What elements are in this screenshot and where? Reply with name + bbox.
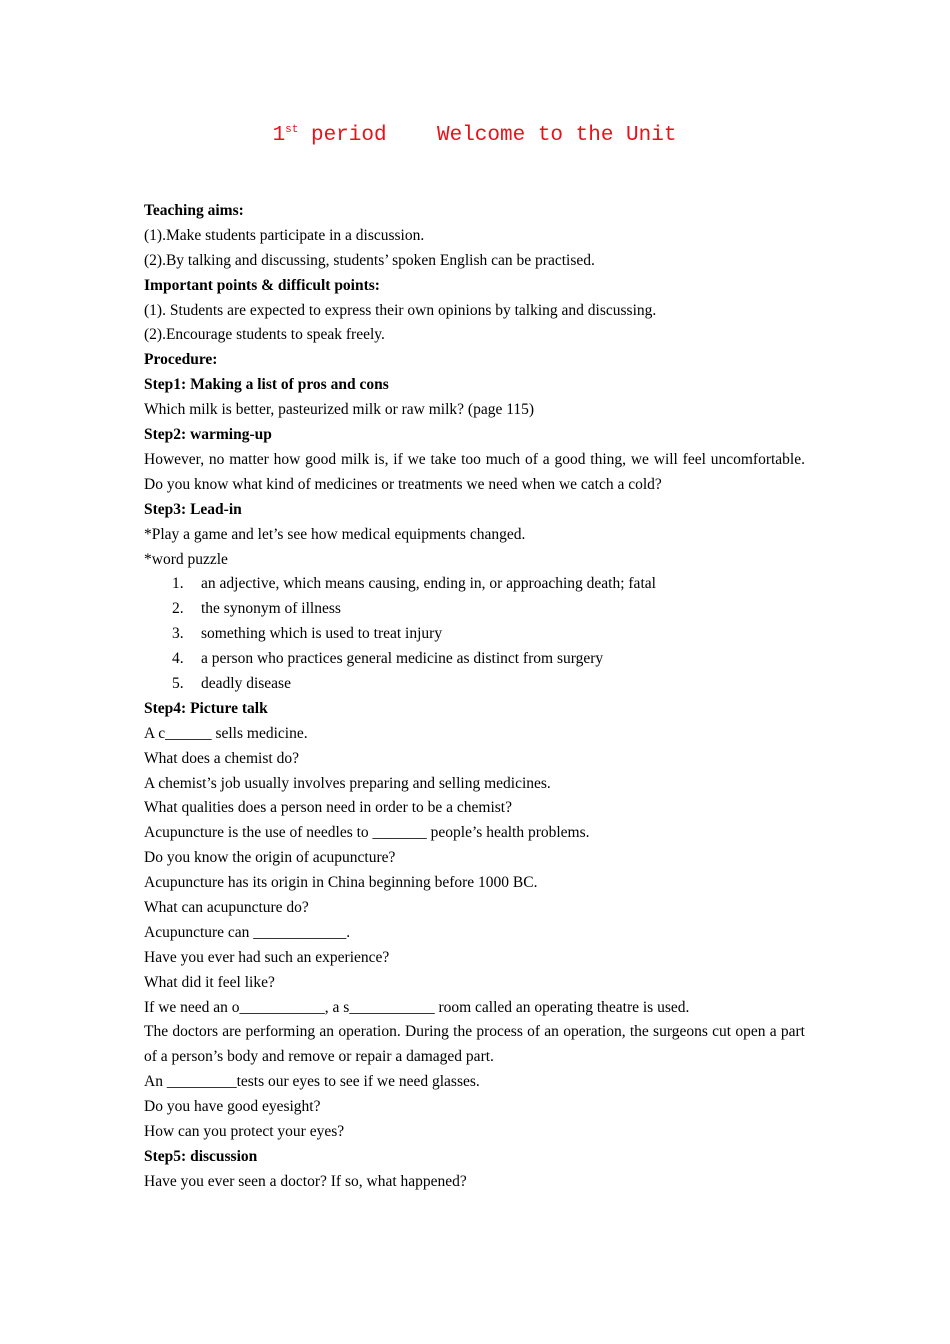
step2-heading: Step2: warming-up xyxy=(144,426,272,444)
puzzle-item-text: the synonym of illness xyxy=(201,600,341,618)
step4-line: Acupuncture can ____________. xyxy=(144,923,351,941)
step4-line: How can you protect your eyes? xyxy=(144,1123,345,1141)
step5-heading: Step5: discussion xyxy=(144,1147,258,1165)
step4-line: An _________tests our eyes to see if we need glasses. xyxy=(144,1073,480,1091)
step5-text: Have you ever seen a doctor? If so, what happened? xyxy=(144,1172,467,1190)
step4-line: What does a chemist do? xyxy=(144,749,299,767)
puzzle-item-number: 1. xyxy=(172,575,184,593)
puzzle-item xyxy=(144,572,805,597)
step3-heading: Step3: Lead-in xyxy=(144,500,242,518)
step4-line: Acupuncture has its origin in China beginning before 1000 BC. xyxy=(144,874,538,892)
document-body xyxy=(144,199,805,1195)
puzzle-item-number: 4. xyxy=(172,650,184,668)
puzzle-item-text: something which is used to treat injury xyxy=(201,625,443,643)
step4-line: If we need an o___________, a s___________ room called an operating theatre is used. xyxy=(144,998,690,1016)
puzzle-item xyxy=(144,672,805,697)
puzzle-item-text: deadly disease xyxy=(201,674,291,692)
step4-line: Do you have good eyesight? xyxy=(144,1098,321,1116)
procedure-heading: Procedure: xyxy=(144,351,218,369)
step4-line: A chemist’s job usually involves preparing and selling medicines. xyxy=(144,774,551,792)
step4-line: Acupuncture is the use of needles to _______ people’s health problems. xyxy=(144,824,590,842)
important-points-heading: Important points & difficult points: xyxy=(144,276,380,294)
step4-heading: Step4: Picture talk xyxy=(144,699,268,717)
step3-line-2: *word puzzle xyxy=(144,550,228,568)
teaching-aim-2: (2).By talking and discussing, students’ spoken English can be practised. xyxy=(144,251,595,269)
step4-line: What qualities does a person need in order to be a chemist? xyxy=(144,799,512,817)
step2-text: However, no matter how good milk is, if we take too much of a good thing, we will feel uncomfortable. Do you know what kind of medicines or treatments we need when we catch a cold? xyxy=(144,450,805,493)
puzzle-item-number: 2. xyxy=(172,600,184,618)
step1-heading: Step1: Making a list of pros and cons xyxy=(144,376,389,394)
title-superscript: st xyxy=(285,124,299,136)
important-point-1: (1). Students are expected to express their own opinions by talking and discussing. xyxy=(144,301,657,319)
teaching-aims-heading: Teaching aims: xyxy=(144,202,244,219)
puzzle-item xyxy=(144,622,805,647)
step4-line: Have you ever had such an experience? xyxy=(144,948,390,966)
step3-line-1: *Play a game and let’s see how medical equipments changed. xyxy=(144,525,526,543)
puzzle-item-text: an adjective, which means causing, ending in, or approaching death; fatal xyxy=(201,575,656,593)
puzzle-item xyxy=(144,647,805,672)
step4-line: A c______ sells medicine. xyxy=(144,724,308,742)
teaching-aim-1: (1).Make students participate in a discussion. xyxy=(144,226,425,244)
puzzle-item xyxy=(144,597,805,622)
puzzle-item-text: a person who practices general medicine as distinct from surgery xyxy=(201,650,604,668)
title-text: period Welcome to the Unit xyxy=(298,124,677,147)
puzzle-item-number: 3. xyxy=(172,625,184,643)
puzzle-item-number: 5. xyxy=(172,674,184,692)
step4-operation-text: The doctors are performing an operation. During the process of an operation, the surgeons cut open a part of a person’s body and remove or repair a damaged part. xyxy=(144,1023,805,1066)
title-number: 1 xyxy=(272,124,286,147)
page-title xyxy=(144,124,805,147)
step4-line: Do you know the origin of acupuncture? xyxy=(144,849,396,867)
step4-line: What did it feel like? xyxy=(144,973,275,991)
step4-line: What can acupuncture do? xyxy=(144,898,309,916)
important-point-2: (2).Encourage students to speak freely. xyxy=(144,326,385,344)
step1-text: Which milk is better, pasteurized milk or raw milk? (page 115) xyxy=(144,401,535,419)
